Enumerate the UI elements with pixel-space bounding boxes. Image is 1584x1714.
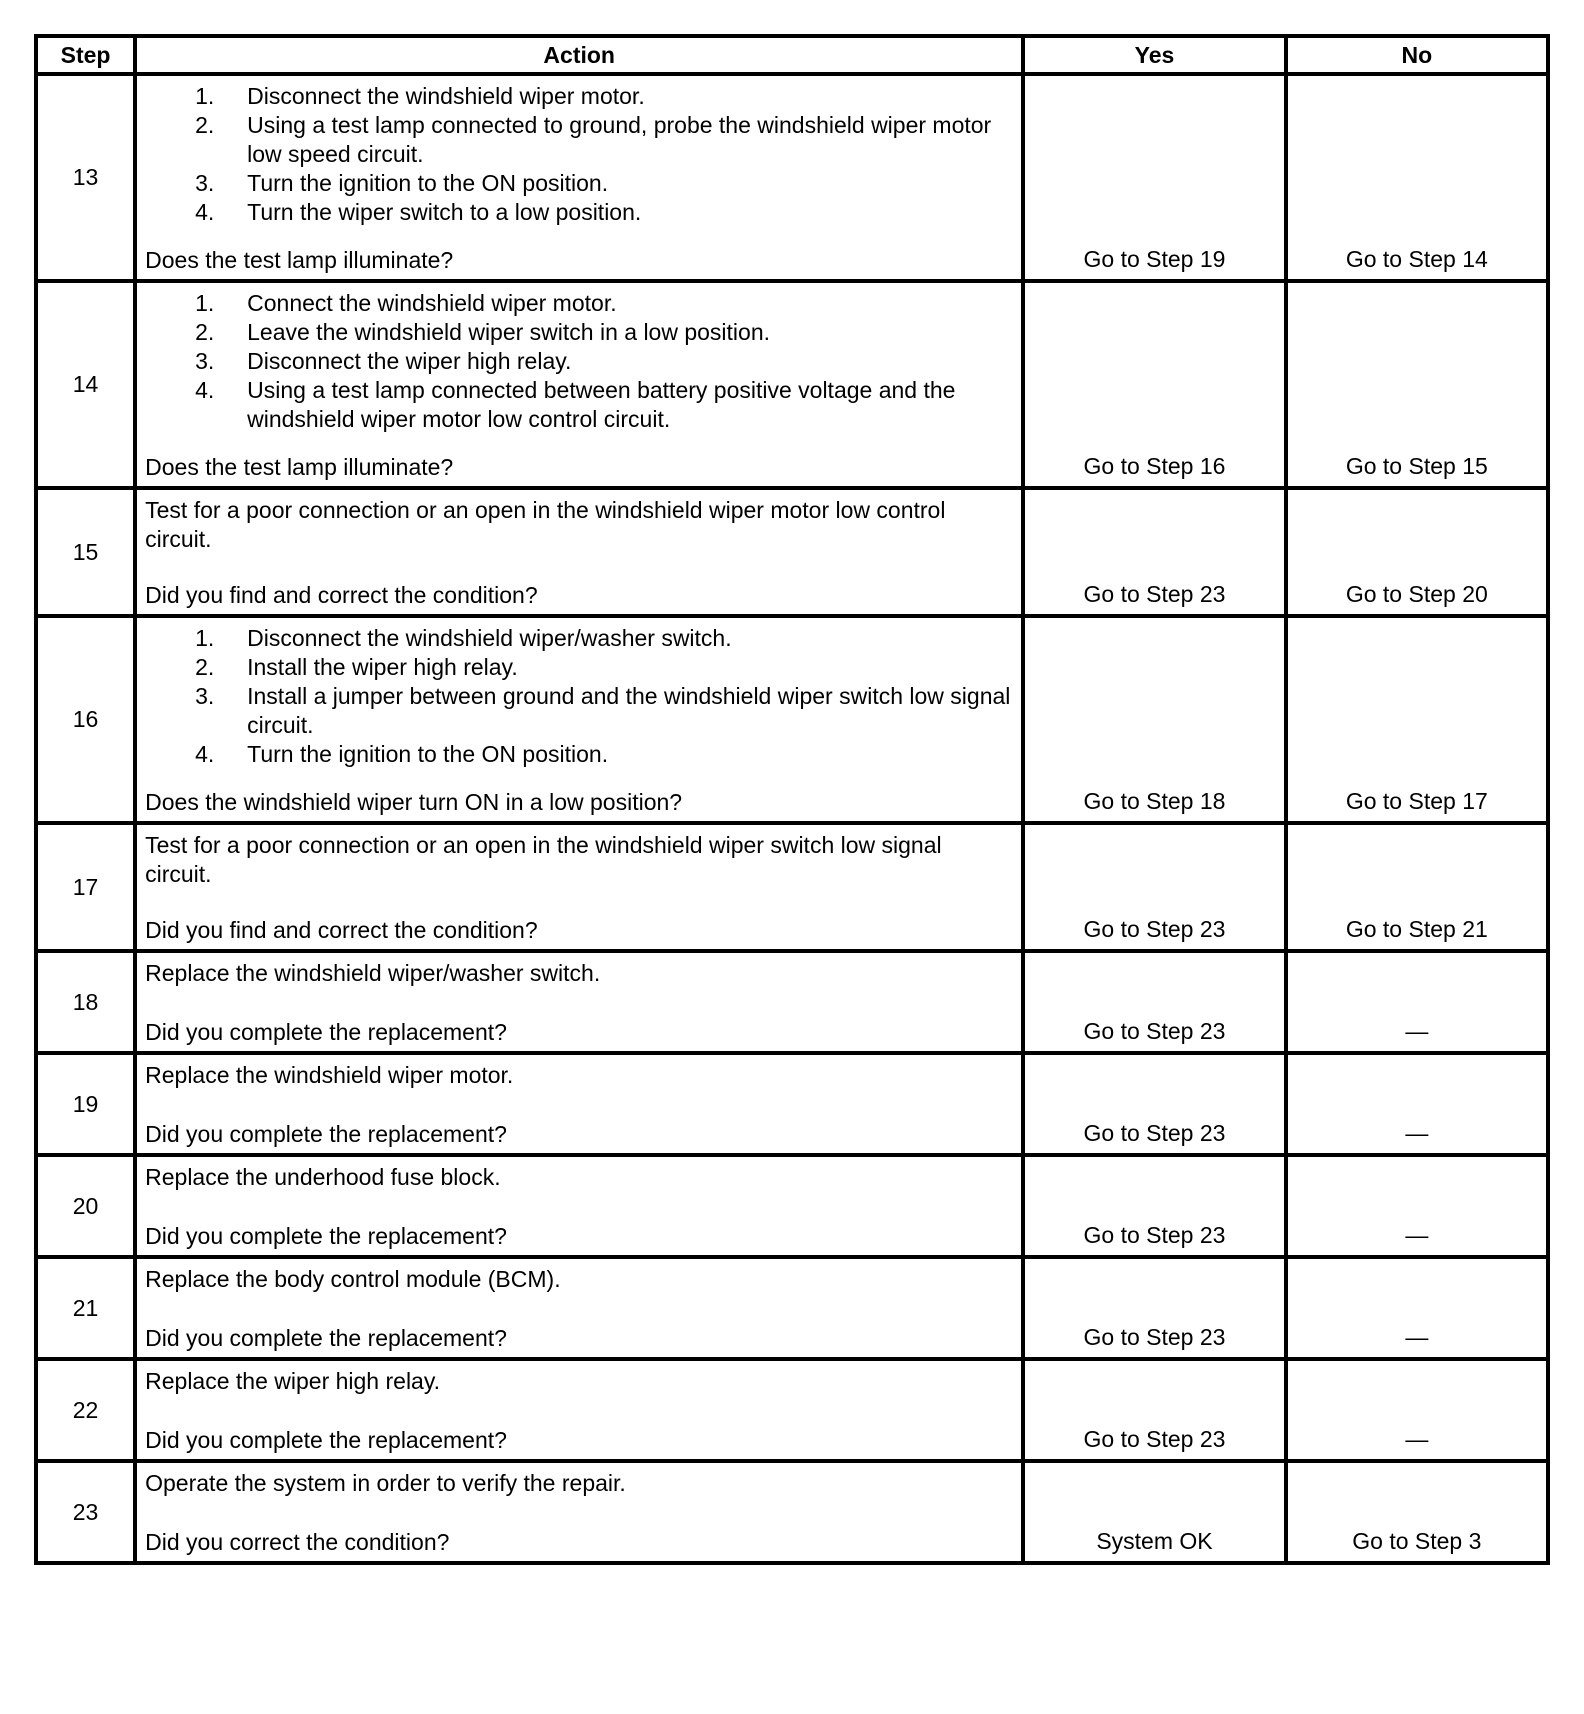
table-row bbox=[36, 1155, 1548, 1257]
no-result: — bbox=[1286, 1053, 1548, 1155]
action-cell bbox=[135, 1461, 1023, 1563]
item-number: 3. bbox=[195, 683, 215, 709]
item-number: 2. bbox=[195, 654, 215, 680]
step-number: 15 bbox=[36, 488, 135, 616]
no-result: — bbox=[1286, 1359, 1548, 1461]
action-text: Operate the system in order to verify the repair. bbox=[145, 1470, 626, 1496]
no-result: Go to Step 3 bbox=[1286, 1461, 1548, 1563]
list-item bbox=[145, 624, 1013, 653]
item-text: Using a test lamp connected to ground, probe the windshield wiper motor low speed circuit. bbox=[247, 112, 992, 167]
action-cell bbox=[135, 616, 1023, 823]
action-steps bbox=[145, 624, 1013, 769]
action-text: Replace the windshield wiper motor. bbox=[145, 1062, 514, 1088]
step-number: 18 bbox=[36, 951, 135, 1053]
yes-result: Go to Step 23 bbox=[1023, 1053, 1285, 1155]
item-number: 4. bbox=[195, 741, 215, 767]
question-text: Did you find and correct the condition? bbox=[145, 917, 538, 943]
action-text: Replace the wiper high relay. bbox=[145, 1368, 441, 1394]
question-text: Does the test lamp illuminate? bbox=[145, 454, 454, 480]
question-text: Did you complete the replacement? bbox=[145, 1121, 507, 1147]
item-text: Using a test lamp connected between battery positive voltage and the windshield wiper motor low control circuit. bbox=[247, 377, 956, 432]
table-row bbox=[36, 1053, 1548, 1155]
question-text: Did you complete the replacement? bbox=[145, 1427, 507, 1453]
action-cell bbox=[135, 488, 1023, 616]
item-number: 1. bbox=[195, 625, 215, 651]
item-text: Install a jumper between ground and the windshield wiper switch low signal circuit. bbox=[247, 683, 1011, 738]
no-result: Go to Step 21 bbox=[1286, 823, 1548, 951]
table-row bbox=[36, 488, 1548, 616]
header-yes: Yes bbox=[1023, 36, 1285, 74]
action-steps bbox=[145, 289, 1013, 434]
step-number: 13 bbox=[36, 74, 135, 281]
item-text: Connect the windshield wiper motor. bbox=[247, 290, 617, 316]
yes-result: Go to Step 23 bbox=[1023, 1155, 1285, 1257]
question-text: Did you complete the replacement? bbox=[145, 1019, 507, 1045]
no-result: — bbox=[1286, 1257, 1548, 1359]
yes-result: Go to Step 23 bbox=[1023, 1359, 1285, 1461]
header-no: No bbox=[1286, 36, 1548, 74]
question-text: Does the test lamp illuminate? bbox=[145, 247, 454, 273]
step-number: 14 bbox=[36, 281, 135, 488]
yes-result: Go to Step 23 bbox=[1023, 1257, 1285, 1359]
action-steps bbox=[145, 82, 1013, 227]
question-text: Did you correct the condition? bbox=[145, 1529, 450, 1555]
action-cell bbox=[135, 1257, 1023, 1359]
yes-result: Go to Step 23 bbox=[1023, 488, 1285, 616]
item-text: Disconnect the windshield wiper motor. bbox=[247, 83, 645, 109]
item-number: 4. bbox=[195, 199, 215, 225]
header-row bbox=[36, 36, 1548, 74]
list-item bbox=[145, 289, 1013, 318]
step-number: 19 bbox=[36, 1053, 135, 1155]
yes-result: Go to Step 18 bbox=[1023, 616, 1285, 823]
item-number: 1. bbox=[195, 290, 215, 316]
list-item bbox=[145, 682, 1013, 740]
yes-result: Go to Step 23 bbox=[1023, 951, 1285, 1053]
action-cell bbox=[135, 823, 1023, 951]
question-text: Did you find and correct the condition? bbox=[145, 582, 538, 608]
item-number: 1. bbox=[195, 83, 215, 109]
item-text: Install the wiper high relay. bbox=[247, 654, 518, 680]
list-item bbox=[145, 347, 1013, 376]
no-result: Go to Step 20 bbox=[1286, 488, 1548, 616]
item-number: 2. bbox=[195, 112, 215, 138]
question-text: Does the windshield wiper turn ON in a low position? bbox=[145, 789, 683, 815]
no-result: — bbox=[1286, 1155, 1548, 1257]
table-row bbox=[36, 1359, 1548, 1461]
table-row bbox=[36, 951, 1548, 1053]
action-cell bbox=[135, 74, 1023, 281]
item-number: 4. bbox=[195, 377, 215, 403]
item-number: 3. bbox=[195, 170, 215, 196]
action-text: Replace the windshield wiper/washer switch. bbox=[145, 960, 601, 986]
item-text: Turn the ignition to the ON position. bbox=[247, 170, 609, 196]
action-text: Test for a poor connection or an open in the windshield wiper switch low signal circuit. bbox=[145, 832, 942, 887]
item-number: 3. bbox=[195, 348, 215, 374]
diagnostic-table bbox=[34, 34, 1550, 1565]
item-text: Turn the ignition to the ON position. bbox=[247, 741, 609, 767]
yes-result: Go to Step 19 bbox=[1023, 74, 1285, 281]
action-text: Replace the body control module (BCM). bbox=[145, 1266, 561, 1292]
action-cell bbox=[135, 951, 1023, 1053]
no-result: — bbox=[1286, 951, 1548, 1053]
header-action: Action bbox=[135, 36, 1023, 74]
list-item bbox=[145, 653, 1013, 682]
step-number: 22 bbox=[36, 1359, 135, 1461]
item-number: 2. bbox=[195, 319, 215, 345]
action-cell bbox=[135, 1359, 1023, 1461]
item-text: Leave the windshield wiper switch in a low position. bbox=[247, 319, 771, 345]
action-cell bbox=[135, 1053, 1023, 1155]
table-row bbox=[36, 1461, 1548, 1563]
list-item bbox=[145, 111, 1013, 169]
yes-result: System OK bbox=[1023, 1461, 1285, 1563]
list-item bbox=[145, 376, 1013, 434]
question-text: Did you complete the replacement? bbox=[145, 1223, 507, 1249]
item-text: Disconnect the wiper high relay. bbox=[247, 348, 572, 374]
question-text: Did you complete the replacement? bbox=[145, 1325, 507, 1351]
no-result: Go to Step 17 bbox=[1286, 616, 1548, 823]
yes-result: Go to Step 16 bbox=[1023, 281, 1285, 488]
list-item bbox=[145, 740, 1013, 769]
list-item bbox=[145, 169, 1013, 198]
table-row bbox=[36, 1257, 1548, 1359]
action-text: Replace the underhood fuse block. bbox=[145, 1164, 501, 1190]
step-number: 23 bbox=[36, 1461, 135, 1563]
action-cell bbox=[135, 281, 1023, 488]
step-number: 20 bbox=[36, 1155, 135, 1257]
table-row bbox=[36, 823, 1548, 951]
yes-result: Go to Step 23 bbox=[1023, 823, 1285, 951]
item-text: Disconnect the windshield wiper/washer switch. bbox=[247, 625, 732, 651]
table-row bbox=[36, 74, 1548, 281]
action-cell bbox=[135, 1155, 1023, 1257]
step-number: 17 bbox=[36, 823, 135, 951]
table-row bbox=[36, 281, 1548, 488]
step-number: 16 bbox=[36, 616, 135, 823]
table-row bbox=[36, 616, 1548, 823]
action-text: Test for a poor connection or an open in the windshield wiper motor low control circuit. bbox=[145, 497, 946, 552]
list-item bbox=[145, 318, 1013, 347]
no-result: Go to Step 15 bbox=[1286, 281, 1548, 488]
no-result: Go to Step 14 bbox=[1286, 74, 1548, 281]
header-step: Step bbox=[36, 36, 135, 74]
list-item bbox=[145, 198, 1013, 227]
step-number: 21 bbox=[36, 1257, 135, 1359]
item-text: Turn the wiper switch to a low position. bbox=[247, 199, 642, 225]
list-item bbox=[145, 82, 1013, 111]
